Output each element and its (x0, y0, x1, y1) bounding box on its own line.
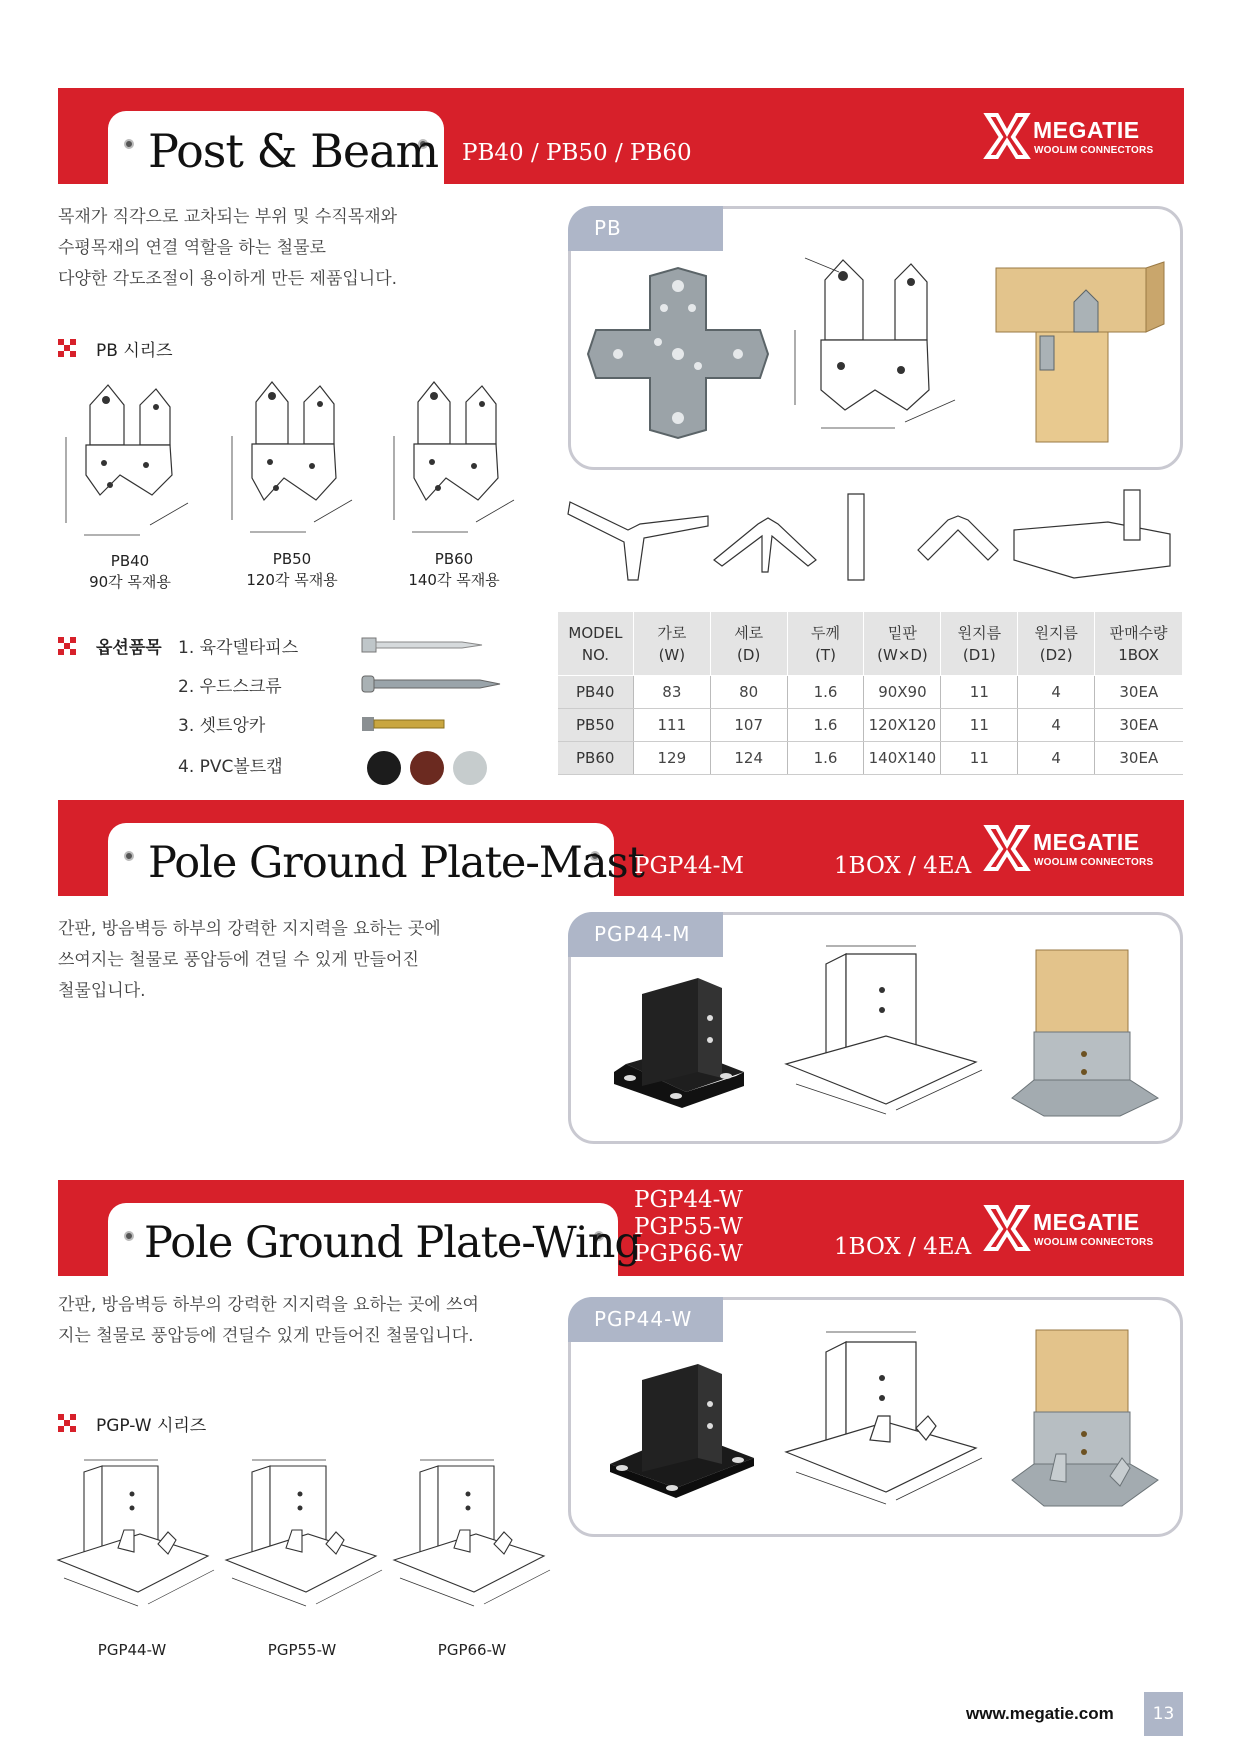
option-item: 1. 육각델타피스 (178, 638, 299, 658)
table-header: 밑판 (W×D) (864, 612, 941, 676)
section-description: 간판, 방음벽등 하부의 강력한 지지력을 요하는 곳에 쓰여지는 철물로 풍압등에 견딜 수 있게 만들어진 철물입니다. (58, 919, 441, 1001)
brand-sub: WOOLIM CONNECTORS (1034, 857, 1154, 868)
megatie-logo-icon (983, 111, 1031, 161)
table-header: 가로 (W) (633, 612, 710, 676)
panel-tab: PGP44-M (568, 912, 723, 957)
brand-name: MEGATIE (1033, 829, 1140, 855)
table-row: PB40 83 80 1.6 90X90 11 4 30EA (558, 676, 1183, 709)
table-header: 원지름 (D1) (941, 612, 1018, 676)
pgp44m-dimension-drawing (786, 944, 986, 1114)
section-pack: 1BOX / 4EA (834, 853, 972, 879)
section-models: PB40 / PB50 / PB60 (462, 140, 692, 166)
pgp44w-dimension-drawing (786, 1328, 986, 1508)
megatie-logo (983, 1203, 1158, 1263)
table-header: 세로 (D) (710, 612, 787, 676)
table-header: 판매수량 1BOX (1095, 612, 1183, 676)
pgp44w-photo (606, 1354, 756, 1514)
brand-sub: WOOLIM CONNECTORS (1034, 145, 1154, 156)
pb-dimension-drawing (785, 250, 970, 440)
megatie-logo-icon (983, 823, 1031, 873)
pgp55w-drawing (226, 1460, 386, 1610)
table-header: MODEL NO. (558, 612, 634, 676)
options-label: 옵션품목 (96, 638, 162, 658)
bullet-dot-icon (124, 851, 134, 861)
pgp44w-caption: PGP44-W (97, 1641, 167, 1659)
section-title: Pole Ground Plate-Mast (148, 838, 644, 888)
pb-spec-table (557, 611, 1183, 775)
pb-cross-plate-image (588, 268, 768, 438)
panel-tab: PGP44-W (568, 1297, 723, 1342)
checker-bullet-icon (58, 1414, 80, 1432)
megatie-logo (983, 111, 1158, 171)
pb60-drawing (384, 382, 524, 537)
section-title: Post & Beam (148, 124, 439, 178)
pgp44m-photo (606, 968, 746, 1128)
section-description: 목재가 직각으로 교차되는 부위 및 수직목재와 수평목재의 연결 역할을 하는 철물로 다양한 각도조절이 용이하게 만든 제품입니다. (58, 207, 398, 289)
pgp66w-caption: PGP66-W (437, 1641, 507, 1659)
series-label: PB 시리즈 (96, 341, 173, 361)
page-number: 13 (1144, 1692, 1183, 1736)
panel-tab: PB (568, 206, 723, 251)
option-item: 4. PVC볼트캡 (178, 757, 283, 777)
pb40-drawing (60, 385, 200, 540)
pb-application-sketches (568, 490, 1183, 590)
table-row: PB60 129 124 1.6 140X140 11 4 30EA (558, 742, 1183, 775)
brand-name: MEGATIE (1033, 1209, 1140, 1235)
table-row: PB50 111 107 1.6 120X120 11 4 30EA (558, 709, 1183, 742)
section-model: PGP44-M (634, 853, 744, 879)
bullet-dot-icon (124, 1231, 134, 1241)
hex-screw-image (362, 636, 487, 654)
pgp44m-installed-image (1010, 950, 1160, 1120)
section-pack: 1BOX / 4EA (834, 1234, 972, 1260)
section-title: Pole Ground Plate-Wing (144, 1218, 641, 1268)
pgp55w-caption: PGP55-W (267, 1641, 337, 1659)
series-label: PGP-W 시리즈 (96, 1416, 207, 1436)
pgp66w-drawing (394, 1460, 554, 1610)
checker-bullet-icon (58, 339, 80, 357)
megatie-logo (983, 823, 1158, 883)
pvc-bolt-cap-image (364, 748, 494, 788)
option-item: 3. 셋트앙카 (178, 716, 266, 736)
pb50-drawing (222, 382, 362, 537)
bullet-dot-icon (124, 139, 134, 149)
pb-installed-beam-image (996, 262, 1166, 442)
set-anchor-image (362, 714, 452, 734)
brand-sub: WOOLIM CONNECTORS (1034, 1237, 1154, 1248)
pgp44w-installed-image (1010, 1330, 1160, 1510)
wood-screw-image (362, 675, 502, 693)
megatie-logo-icon (983, 1203, 1031, 1253)
pb50-caption: PB50 120각 목재용 (246, 550, 338, 589)
checker-bullet-icon (58, 637, 80, 655)
website-link[interactable]: www.megatie.com (966, 1704, 1114, 1723)
table-header-row (558, 612, 1183, 676)
table-header: 두께 (T) (787, 612, 864, 676)
option-item: 2. 우드스크류 (178, 677, 282, 697)
pgp44w-drawing (58, 1460, 218, 1610)
brand-name: MEGATIE (1033, 117, 1140, 143)
section-description: 간판, 방음벽등 하부의 강력한 지지력을 요하는 곳에 쓰여 지는 철물로 풍압등에 견딜수 있게 만들어진 철물입니다. (58, 1295, 479, 1346)
pb40-caption: PB40 90각 목재용 (89, 552, 171, 591)
section-models: PGP44-W PGP55-W PGP66-W (634, 1187, 743, 1267)
pb60-caption: PB60 140각 목재용 (408, 550, 500, 589)
table-header: 원지름 (D2) (1018, 612, 1095, 676)
